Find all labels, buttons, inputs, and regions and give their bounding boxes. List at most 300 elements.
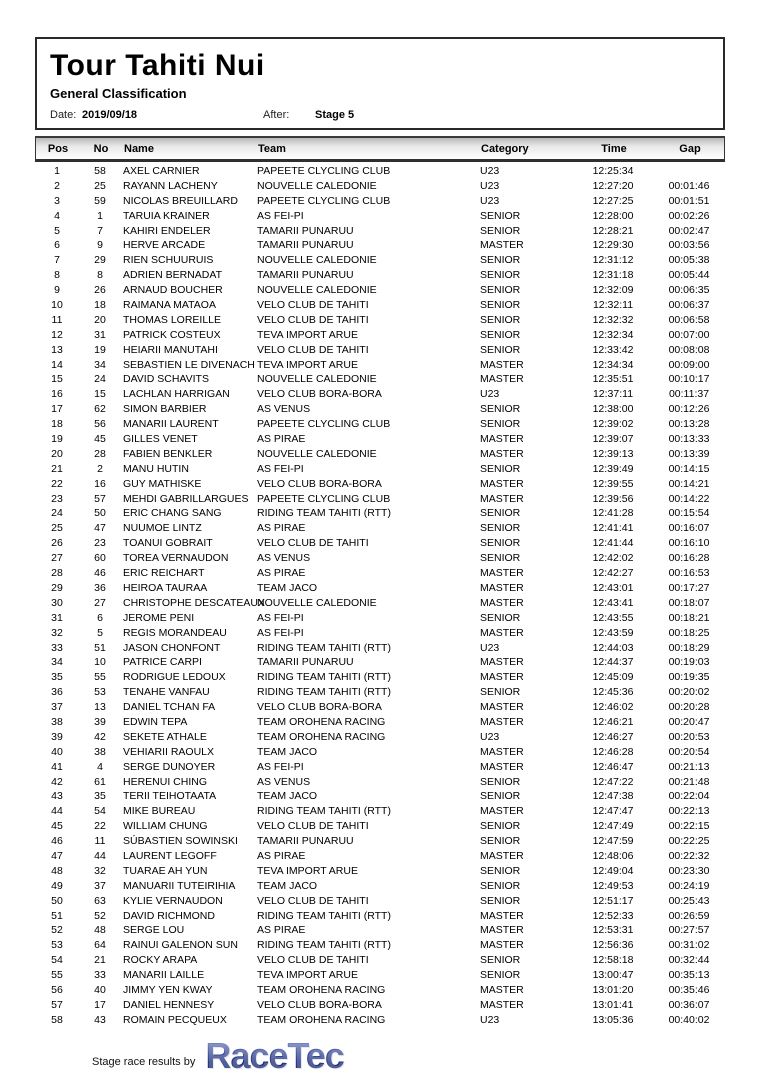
cell-team: AS PIRAE <box>257 849 306 862</box>
cell-no: 32 <box>94 864 106 877</box>
cell-gap: 00:22:25 <box>668 835 710 848</box>
page-subtitle: General Classification <box>50 86 187 101</box>
cell-team: AS PIRAE <box>257 522 306 535</box>
cell-no: 2 <box>97 462 103 475</box>
cell-team: VELO CLUB BORA-BORA <box>257 388 382 401</box>
cell-team: AS VENUS <box>257 403 311 416</box>
cell-category: SENIOR <box>480 269 521 282</box>
cell-pos: 18 <box>51 418 63 431</box>
cell-gap <box>653 164 725 179</box>
cell-no: 56 <box>94 418 106 431</box>
cell-team: RIDING TEAM TAHITI (RTT) <box>257 507 391 520</box>
table-row <box>35 432 725 447</box>
cell-category: SENIOR <box>480 864 521 877</box>
cell-name: GILLES VENET <box>123 433 198 446</box>
cell-category: MASTER <box>480 656 524 669</box>
cell-time: 12:44:03 <box>592 641 634 654</box>
cell-no: 59 <box>94 194 106 207</box>
cell-name: ROMAIN PECQUEUX <box>123 1013 227 1026</box>
cell-pos: 49 <box>51 879 63 892</box>
column-header-category: Category <box>481 142 529 155</box>
cell-team: VELO CLUB DE TAHITI <box>257 537 369 550</box>
cell-gap: 00:36:07 <box>668 998 710 1011</box>
cell-gap: 00:01:51 <box>668 194 710 207</box>
cell-no: 6 <box>97 611 103 624</box>
cell-category: SENIOR <box>480 954 521 967</box>
date-label: Date: <box>50 109 77 121</box>
cell-pos: 29 <box>51 581 63 594</box>
cell-gap: 00:21:48 <box>668 775 710 788</box>
cell-team: AS VENUS <box>257 552 311 565</box>
cell-name: ROCKY ARAPA <box>123 954 198 967</box>
cell-no: 13 <box>94 701 106 714</box>
cell-no: 11 <box>94 835 106 848</box>
table-row <box>35 804 725 819</box>
table-row <box>35 730 725 745</box>
cell-no: 51 <box>94 641 106 654</box>
cell-category: MASTER <box>480 626 524 639</box>
cell-time: 12:45:09 <box>592 671 634 684</box>
cell-team: AS VENUS <box>257 775 311 788</box>
cell-name: RAIMANA MATAOA <box>123 299 216 312</box>
cell-no: 23 <box>94 537 106 550</box>
cell-name: MANUARII TUTEIRIHIA <box>123 879 236 892</box>
cell-name: NICOLAS BREUILLARD <box>123 194 238 207</box>
cell-time: 12:29:30 <box>592 239 634 252</box>
cell-category: SENIOR <box>480 328 521 341</box>
cell-team: TEAM JACO <box>257 879 318 892</box>
cell-pos: 6 <box>54 239 60 252</box>
cell-no: 45 <box>94 433 106 446</box>
page-title: Tour Tahiti Nui <box>50 49 265 82</box>
cell-time: 12:38:00 <box>592 403 634 416</box>
cell-team: AS FEI-PI <box>257 626 304 639</box>
cell-name: JIMMY YEN KWAY <box>123 983 213 996</box>
cell-gap: 00:11:37 <box>668 388 710 401</box>
cell-name: TUARAE AH YUN <box>123 864 208 877</box>
cell-category: MASTER <box>480 939 524 952</box>
cell-pos: 5 <box>54 224 60 237</box>
cell-time: 12:37:11 <box>592 388 634 401</box>
cell-category: MASTER <box>480 477 524 490</box>
cell-team: PAPEETE CLYCLING CLUB <box>257 194 391 207</box>
cell-pos: 43 <box>51 790 63 803</box>
cell-name: MANARII LAURENT <box>123 418 219 431</box>
cell-time: 12:32:34 <box>592 328 634 341</box>
cell-gap: 00:14:21 <box>668 477 710 490</box>
cell-time: 12:43:55 <box>592 611 634 624</box>
cell-pos: 41 <box>51 760 63 773</box>
cell-team: VELO CLUB BORA-BORA <box>257 477 382 490</box>
cell-category: SENIOR <box>480 552 521 565</box>
cell-pos: 14 <box>51 358 63 371</box>
table-row <box>35 611 725 626</box>
table-row <box>35 745 725 760</box>
cell-name: AXEL CARNIER <box>123 165 200 177</box>
table-row <box>35 298 725 313</box>
cell-gap: 00:14:15 <box>668 462 710 475</box>
cell-category: SENIOR <box>480 879 521 892</box>
cell-time: 12:46:02 <box>592 701 634 714</box>
cell-category: SENIOR <box>480 522 521 535</box>
cell-gap: 00:32:44 <box>668 954 710 967</box>
cell-time: 12:43:59 <box>592 626 634 639</box>
table-row <box>35 224 725 239</box>
cell-time: 12:31:12 <box>592 254 634 267</box>
table-row <box>35 938 725 953</box>
table-row <box>35 283 725 298</box>
table-row <box>35 641 725 656</box>
cell-category: MASTER <box>480 909 524 922</box>
cell-no: 10 <box>94 656 106 669</box>
cell-time: 12:39:55 <box>592 477 634 490</box>
cell-pos: 55 <box>51 969 63 982</box>
table-row <box>35 566 725 581</box>
cell-time: 12:39:02 <box>592 418 634 431</box>
cell-team: AS FEI-PI <box>257 209 304 222</box>
cell-name: LAURENT LEGOFF <box>123 849 217 862</box>
cell-team: VELO CLUB DE TAHITI <box>257 343 369 356</box>
cell-gap: 00:22:04 <box>668 790 710 803</box>
cell-team: NOUVELLE CALEDONIE <box>257 596 377 609</box>
cell-time: 12:35:51 <box>592 373 634 386</box>
cell-name: GUY MATHISKE <box>123 477 202 490</box>
cell-no: 38 <box>94 745 106 758</box>
cell-time: 12:28:00 <box>592 209 634 222</box>
table-row <box>35 462 725 477</box>
cell-name: MEHDI GABRILLARGUES <box>123 492 249 505</box>
table-row <box>35 700 725 715</box>
cell-gap: 00:13:39 <box>668 447 710 460</box>
cell-name: KAHIRI ENDELER <box>123 224 211 237</box>
table-row <box>35 492 725 507</box>
cell-category: SENIOR <box>480 894 521 907</box>
cell-team: RIDING TEAM TAHITI (RTT) <box>257 939 391 952</box>
cell-no: 4 <box>97 760 103 773</box>
cell-time: 12:46:21 <box>592 715 634 728</box>
cell-gap: 00:20:02 <box>668 686 710 699</box>
after-value: Stage 5 <box>315 109 355 121</box>
cell-no: 20 <box>94 313 106 326</box>
cell-name: THOMAS LOREILLE <box>123 313 222 326</box>
cell-gap: 00:02:47 <box>668 224 710 237</box>
cell-no: 33 <box>94 969 106 982</box>
table-row <box>35 1013 725 1028</box>
cell-pos: 24 <box>51 507 63 520</box>
cell-pos: 45 <box>51 820 63 833</box>
table-row <box>35 864 725 879</box>
cell-team: VELO CLUB BORA-BORA <box>257 701 382 714</box>
cell-no: 62 <box>94 403 106 416</box>
cell-pos: 58 <box>51 1013 63 1026</box>
cell-time: 12:39:07 <box>592 433 634 446</box>
cell-pos: 42 <box>51 775 63 788</box>
cell-name: TERII TEIHOTAATA <box>123 790 217 803</box>
cell-team: RIDING TEAM TAHITI (RTT) <box>257 805 391 818</box>
cell-pos: 21 <box>51 462 63 475</box>
cell-gap: 00:40:02 <box>668 1013 710 1026</box>
cell-gap: 00:35:46 <box>668 983 710 996</box>
cell-time: 13:00:47 <box>592 969 634 982</box>
cell-time: 12:53:31 <box>592 924 634 937</box>
cell-pos: 33 <box>51 641 63 654</box>
cell-gap: 00:26:59 <box>668 909 710 922</box>
cell-name: NUUMOE LINTZ <box>123 522 202 535</box>
cell-category: SENIOR <box>480 343 521 356</box>
cell-pos: 39 <box>51 730 63 743</box>
cell-no: 1 <box>97 209 103 222</box>
cell-gap: 00:16:07 <box>668 522 710 535</box>
cell-category: MASTER <box>480 715 524 728</box>
cell-category: SENIOR <box>480 403 521 416</box>
cell-team: TEAM OROHENA RACING <box>257 730 386 743</box>
cell-gap: 00:09:00 <box>668 358 710 371</box>
footer <box>92 1036 344 1076</box>
cell-no: 22 <box>94 820 106 833</box>
cell-category: SENIOR <box>480 969 521 982</box>
cell-pos: 23 <box>51 492 63 505</box>
cell-gap: 00:06:35 <box>668 284 710 297</box>
cell-time: 12:39:49 <box>592 462 634 475</box>
cell-pos: 40 <box>51 745 63 758</box>
cell-category: SENIOR <box>480 299 521 312</box>
table-body <box>35 164 725 1028</box>
after-label: After: <box>263 109 290 121</box>
cell-time: 13:01:20 <box>592 983 634 996</box>
cell-no: 43 <box>94 1013 106 1026</box>
cell-no: 26 <box>94 284 106 297</box>
cell-category: MASTER <box>480 373 524 386</box>
cell-name: ERIC REICHART <box>123 567 205 580</box>
cell-no: 9 <box>97 239 103 252</box>
table-row <box>35 536 725 551</box>
cell-pos: 48 <box>51 864 63 877</box>
cell-name: ADRIEN BERNADAT <box>123 269 222 282</box>
cell-time: 12:43:01 <box>592 581 634 594</box>
cell-no: 15 <box>94 388 106 401</box>
cell-time: 12:51:17 <box>592 894 634 907</box>
cell-team: NOUVELLE CALEDONIE <box>257 447 377 460</box>
title-box <box>35 37 725 130</box>
table-row <box>35 506 725 521</box>
table-row <box>35 358 725 373</box>
cell-time: 12:46:47 <box>592 760 634 773</box>
cell-pos: 35 <box>51 671 63 684</box>
cell-team: AS PIRAE <box>257 567 306 580</box>
cell-no: 46 <box>94 567 106 580</box>
cell-pos: 2 <box>54 179 60 192</box>
cell-category: SENIOR <box>480 537 521 550</box>
cell-no: 29 <box>94 254 106 267</box>
cell-gap: 00:23:30 <box>668 864 710 877</box>
cell-no: 16 <box>94 477 106 490</box>
cell-time: 12:44:37 <box>592 656 634 669</box>
cell-category: MASTER <box>480 433 524 446</box>
cell-category: U23 <box>480 388 500 401</box>
table-row <box>35 775 725 790</box>
cell-gap: 00:12:26 <box>668 403 710 416</box>
cell-category: SENIOR <box>480 224 521 237</box>
cell-time: 12:46:27 <box>592 730 634 743</box>
cell-time: 12:25:34 <box>592 165 634 177</box>
cell-time: 12:31:18 <box>592 269 634 282</box>
cell-gap: 00:27:57 <box>668 924 710 937</box>
cell-gap: 00:13:28 <box>668 418 710 431</box>
cell-category: SENIOR <box>480 820 521 833</box>
cell-pos: 54 <box>51 954 63 967</box>
cell-time: 12:49:04 <box>592 864 634 877</box>
cell-gap: 00:18:07 <box>668 596 710 609</box>
cell-gap: 00:16:10 <box>668 537 710 550</box>
cell-team: VELO CLUB DE TAHITI <box>257 894 369 907</box>
cell-no: 17 <box>94 998 106 1011</box>
table-row <box>35 447 725 462</box>
cell-name: DANIEL HENNESY <box>123 998 215 1011</box>
cell-category: MASTER <box>480 671 524 684</box>
cell-name: SERGE DUNOYER <box>123 760 216 773</box>
cell-no: 24 <box>94 373 106 386</box>
cell-gap: 00:19:03 <box>668 656 710 669</box>
cell-pos: 11 <box>51 313 63 326</box>
cell-team: NOUVELLE CALEDONIE <box>257 254 377 267</box>
cell-team: TEVA IMPORT ARUE <box>257 358 358 371</box>
table-row <box>35 670 725 685</box>
cell-name: HERVE ARCADE <box>123 239 206 252</box>
cell-pos: 47 <box>51 849 63 862</box>
cell-team: PAPEETE CLYCLING CLUB <box>257 418 391 431</box>
table-row <box>35 923 725 938</box>
cell-team: TEAM JACO <box>257 745 318 758</box>
cell-name: MANU HUTIN <box>123 462 189 475</box>
table-row <box>35 968 725 983</box>
cell-no: 58 <box>94 165 106 177</box>
cell-category: MASTER <box>480 358 524 371</box>
cell-team: VELO CLUB DE TAHITI <box>257 954 369 967</box>
cell-no: 40 <box>94 983 106 996</box>
cell-gap: 00:24:19 <box>668 879 710 892</box>
cell-name: TOANUI GOBRAIT <box>123 537 213 550</box>
cell-gap: 00:02:26 <box>668 209 710 222</box>
cell-team: AS FEI-PI <box>257 611 304 624</box>
cell-no: 25 <box>94 179 106 192</box>
table-row <box>35 521 725 536</box>
cell-team: PAPEETE CLYCLING CLUB <box>257 165 391 177</box>
cell-category: SENIOR <box>480 313 521 326</box>
cell-no: 31 <box>94 328 106 341</box>
cell-gap: 00:31:02 <box>668 939 710 952</box>
cell-name: SÚBASTIEN SOWINSKI <box>123 835 238 848</box>
cell-pos: 3 <box>54 194 60 207</box>
cell-time: 12:41:44 <box>592 537 634 550</box>
column-header-name: Name <box>124 142 154 155</box>
cell-name: PATRICK COSTEUX <box>123 328 221 341</box>
cell-pos: 50 <box>51 894 63 907</box>
cell-name: KYLIE VERNAUDON <box>123 894 223 907</box>
cell-gap: 00:18:25 <box>668 626 710 639</box>
table-row <box>35 477 725 492</box>
cell-category: SENIOR <box>480 284 521 297</box>
cell-pos: 20 <box>51 447 63 460</box>
cell-team: TEAM OROHENA RACING <box>257 715 386 728</box>
cell-time: 12:27:25 <box>592 194 634 207</box>
cell-team: NOUVELLE CALEDONIE <box>257 179 377 192</box>
cell-time: 12:47:22 <box>592 775 634 788</box>
cell-time: 12:32:11 <box>592 299 634 312</box>
cell-team: PAPEETE CLYCLING CLUB <box>257 492 391 505</box>
cell-no: 48 <box>94 924 106 937</box>
cell-pos: 16 <box>51 388 63 401</box>
table-row <box>35 417 725 432</box>
cell-team: TEVA IMPORT ARUE <box>257 969 358 982</box>
cell-gap: 00:07:00 <box>668 328 710 341</box>
cell-name: RAINUI GALENON SUN <box>123 939 238 952</box>
cell-pos: 36 <box>51 686 63 699</box>
cell-team: NOUVELLE CALEDONIE <box>257 373 377 386</box>
cell-pos: 7 <box>54 254 60 267</box>
cell-team: TAMARII PUNARUU <box>257 835 354 848</box>
table-row <box>35 655 725 670</box>
cell-pos: 31 <box>51 611 63 624</box>
cell-gap: 00:20:28 <box>668 701 710 714</box>
cell-gap: 00:21:13 <box>668 760 710 773</box>
table-row <box>35 953 725 968</box>
column-header-team: Team <box>258 142 286 155</box>
cell-no: 34 <box>94 358 106 371</box>
cell-gap: 00:20:54 <box>668 745 710 758</box>
cell-gap: 00:22:13 <box>668 805 710 818</box>
cell-no: 61 <box>94 775 106 788</box>
cell-category: SENIOR <box>480 209 521 222</box>
table-row <box>35 834 725 849</box>
cell-time: 12:39:13 <box>592 447 634 460</box>
column-header-gap: Gap <box>679 142 701 155</box>
racetec-logo: RaceTec <box>205 1035 344 1076</box>
cell-name: ARNAUD BOUCHER <box>123 284 223 297</box>
cell-time: 12:33:42 <box>592 343 634 356</box>
cell-team: AS PIRAE <box>257 924 306 937</box>
cell-time: 12:47:59 <box>592 835 634 848</box>
cell-gap: 00:14:22 <box>668 492 710 505</box>
cell-time: 12:56:36 <box>592 939 634 952</box>
cell-gap: 00:10:17 <box>668 373 710 386</box>
cell-time: 12:52:33 <box>592 909 634 922</box>
table-row <box>35 819 725 834</box>
cell-no: 50 <box>94 507 106 520</box>
cell-pos: 46 <box>51 835 63 848</box>
cell-gap: 00:16:28 <box>668 552 710 565</box>
cell-name: RODRIGUE LEDOUX <box>123 671 226 684</box>
cell-category: U23 <box>480 1013 500 1026</box>
cell-category: SENIOR <box>480 254 521 267</box>
cell-pos: 9 <box>54 284 60 297</box>
column-header-no: No <box>93 142 109 155</box>
cell-pos: 4 <box>54 209 60 222</box>
cell-category: MASTER <box>480 805 524 818</box>
cell-name: LACHLAN HARRIGAN <box>123 388 230 401</box>
cell-name: MIKE BUREAU <box>123 805 196 818</box>
cell-pos: 57 <box>51 998 63 1011</box>
cell-time: 12:42:02 <box>592 552 634 565</box>
cell-no: 60 <box>94 552 106 565</box>
cell-name: FABIEN BENKLER <box>123 447 213 460</box>
cell-no: 57 <box>94 492 106 505</box>
table-row <box>35 849 725 864</box>
cell-time: 12:28:21 <box>592 224 634 237</box>
cell-gap: 00:18:29 <box>668 641 710 654</box>
cell-gap: 00:15:54 <box>668 507 710 520</box>
cell-name: SEBASTIEN LE DIVENACH <box>123 358 255 371</box>
cell-team: TEAM JACO <box>257 790 318 803</box>
